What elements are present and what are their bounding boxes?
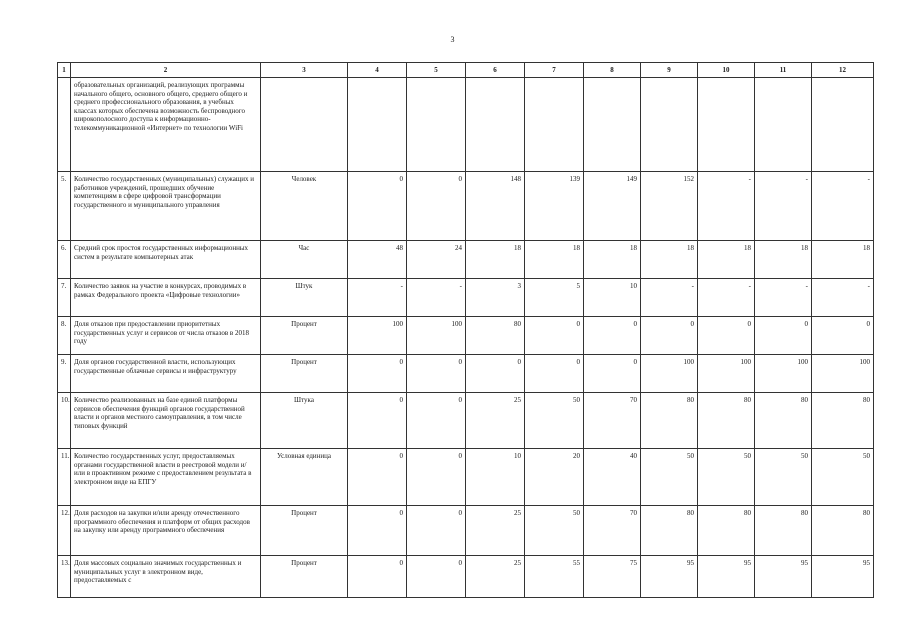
value-cell (641, 78, 698, 172)
table-row (58, 355, 874, 393)
value-cell: 18 (584, 241, 641, 279)
indicator-name: Доля расходов на закупки и/или аренду отечественного программного обеспечения и платформ от общих расходов на закупку или аренду программного обеспечения (71, 506, 261, 556)
value-cell: 55 (525, 556, 584, 598)
value-cell (755, 78, 812, 172)
value-cell: 0 (525, 317, 584, 355)
value-cell: 18 (466, 241, 525, 279)
value-cell: - (348, 279, 407, 317)
value-cell: 0 (348, 172, 407, 241)
value-cell: 0 (348, 556, 407, 598)
row-number: 12. (58, 506, 71, 556)
column-header: 8 (584, 63, 641, 78)
column-header: 5 (407, 63, 466, 78)
value-cell (698, 78, 755, 172)
value-cell: 70 (584, 506, 641, 556)
indicator-name: Количество государственных (муниципальных) служащих и работников учреждений, прошедших обучение компетенциям в сфере цифровой трансформации государственного и муниципального управления (71, 172, 261, 241)
value-cell: 100 (348, 317, 407, 355)
value-cell: 50 (641, 449, 698, 506)
value-cell: 0 (698, 317, 755, 355)
table-row (58, 78, 874, 172)
table-row (58, 556, 874, 598)
value-cell: 5 (525, 279, 584, 317)
unit-of-measure: Процент (261, 317, 348, 355)
value-cell: - (755, 279, 812, 317)
value-cell: 50 (525, 506, 584, 556)
unit-of-measure: Штук (261, 279, 348, 317)
value-cell: 80 (812, 506, 874, 556)
value-cell: 100 (812, 355, 874, 393)
value-cell: 80 (466, 317, 525, 355)
value-cell: 10 (466, 449, 525, 506)
indicator-name: Доля органов государственной власти, использующих государственные облачные сервисы и инфраструктуру (71, 355, 261, 393)
table-row (58, 393, 874, 449)
indicator-name: Количество заявок на участие в конкурсах, проводимых в рамках Федерального проекта «Цифровые технологии» (71, 279, 261, 317)
value-cell: 0 (348, 393, 407, 449)
column-header: 12 (812, 63, 874, 78)
page-number: 3 (450, 35, 455, 44)
value-cell: 100 (698, 355, 755, 393)
unit-of-measure: Процент (261, 506, 348, 556)
indicator-name: образовательных организаций, реализующих программы начального общего, основного общего, среднего общего и среднего профессионального образования, в учебных классах которых обеспечена возможность беспроводного широкополосного доступа к информационно-телекоммуникационной «Интернет» по технологии WiFi (71, 78, 261, 172)
table-row (58, 449, 874, 506)
value-cell: 80 (698, 393, 755, 449)
column-header: 9 (641, 63, 698, 78)
value-cell: 18 (641, 241, 698, 279)
value-cell: 0 (641, 317, 698, 355)
row-number: 5. (58, 172, 71, 241)
unit-of-measure: Процент (261, 556, 348, 598)
value-cell: 0 (407, 393, 466, 449)
unit-of-measure: Человек (261, 172, 348, 241)
unit-of-measure: Условная единица (261, 449, 348, 506)
value-cell: 0 (348, 355, 407, 393)
indicator-name: Доля массовых социально значимых государственных и муниципальных услуг в электронном виде, предоставляемых с (71, 556, 261, 598)
column-header: 2 (71, 63, 261, 78)
value-cell: 70 (584, 393, 641, 449)
indicator-name: Доля отказов при предоставлении приоритетных государственных услуг и сервисов от числа отказов в 2018 году (71, 317, 261, 355)
unit-of-measure: Час (261, 241, 348, 279)
value-cell: 40 (584, 449, 641, 506)
table-row (58, 279, 874, 317)
value-cell: 148 (466, 172, 525, 241)
value-cell: 25 (466, 556, 525, 598)
column-header: 10 (698, 63, 755, 78)
value-cell: 0 (407, 449, 466, 506)
row-number: 13. (58, 556, 71, 598)
table-row (58, 241, 874, 279)
value-cell: 100 (407, 317, 466, 355)
value-cell: 0 (584, 317, 641, 355)
value-cell: 20 (525, 449, 584, 506)
value-cell: 80 (698, 506, 755, 556)
value-cell: - (698, 279, 755, 317)
value-cell (348, 78, 407, 172)
value-cell: 0 (407, 172, 466, 241)
table-row (58, 172, 874, 241)
value-cell: 80 (641, 393, 698, 449)
value-cell (812, 78, 874, 172)
value-cell: 100 (641, 355, 698, 393)
value-cell: 24 (407, 241, 466, 279)
value-cell: 0 (584, 355, 641, 393)
row-number: 9. (58, 355, 71, 393)
value-cell: 0 (407, 355, 466, 393)
column-header: 4 (348, 63, 407, 78)
row-number: 8. (58, 317, 71, 355)
value-cell: 0 (812, 317, 874, 355)
value-cell: 80 (755, 506, 812, 556)
row-number: 10. (58, 393, 71, 449)
value-cell: 80 (812, 393, 874, 449)
value-cell: - (407, 279, 466, 317)
value-cell (466, 78, 525, 172)
value-cell: 48 (348, 241, 407, 279)
value-cell (407, 78, 466, 172)
indicator-name: Количество реализованных на базе единой платформы сервисов обеспечения функций органов государственной власти и органов местного самоуправления, в том числе типовых функций (71, 393, 261, 449)
value-cell: 95 (812, 556, 874, 598)
value-cell: 100 (755, 355, 812, 393)
unit-of-measure (261, 78, 348, 172)
value-cell: 95 (641, 556, 698, 598)
value-cell: 0 (348, 449, 407, 506)
value-cell: 50 (698, 449, 755, 506)
column-header: 1 (58, 63, 71, 78)
table-row (58, 317, 874, 355)
value-cell: 0 (466, 355, 525, 393)
value-cell: 0 (348, 506, 407, 556)
value-cell: 0 (755, 317, 812, 355)
value-cell: - (641, 279, 698, 317)
indicators-table (57, 62, 874, 598)
row-number: 6. (58, 241, 71, 279)
value-cell: 50 (525, 393, 584, 449)
value-cell: 80 (641, 506, 698, 556)
value-cell: 139 (525, 172, 584, 241)
value-cell: 75 (584, 556, 641, 598)
value-cell: 0 (407, 556, 466, 598)
value-cell: 18 (698, 241, 755, 279)
value-cell: 18 (755, 241, 812, 279)
table-row (58, 506, 874, 556)
indicator-name: Средний срок простоя государственных информационных систем в результате компьютерных атак (71, 241, 261, 279)
value-cell: 50 (755, 449, 812, 506)
value-cell: 18 (812, 241, 874, 279)
value-cell: 95 (755, 556, 812, 598)
value-cell: 3 (466, 279, 525, 317)
value-cell: - (812, 172, 874, 241)
value-cell: 0 (525, 355, 584, 393)
value-cell: 18 (525, 241, 584, 279)
row-number: 11. (58, 449, 71, 506)
value-cell: 25 (466, 506, 525, 556)
column-header: 7 (525, 63, 584, 78)
value-cell (584, 78, 641, 172)
column-header: 3 (261, 63, 348, 78)
value-cell: 149 (584, 172, 641, 241)
value-cell: 95 (698, 556, 755, 598)
value-cell: - (698, 172, 755, 241)
indicator-name: Количество государственных услуг, предоставляемых органами государственной власти в реестровой модели и/или в проактивном режиме с предоставлением результата в электронном виде на ЕПГУ (71, 449, 261, 506)
value-cell (525, 78, 584, 172)
row-number: 7. (58, 279, 71, 317)
value-cell: 10 (584, 279, 641, 317)
column-header: 11 (755, 63, 812, 78)
value-cell: 152 (641, 172, 698, 241)
row-number (58, 78, 71, 172)
value-cell: - (755, 172, 812, 241)
value-cell: - (812, 279, 874, 317)
header-row (58, 63, 874, 78)
value-cell: 25 (466, 393, 525, 449)
unit-of-measure: Процент (261, 355, 348, 393)
column-header: 6 (466, 63, 525, 78)
value-cell: 0 (407, 506, 466, 556)
value-cell: 50 (812, 449, 874, 506)
unit-of-measure: Штука (261, 393, 348, 449)
value-cell: 80 (755, 393, 812, 449)
